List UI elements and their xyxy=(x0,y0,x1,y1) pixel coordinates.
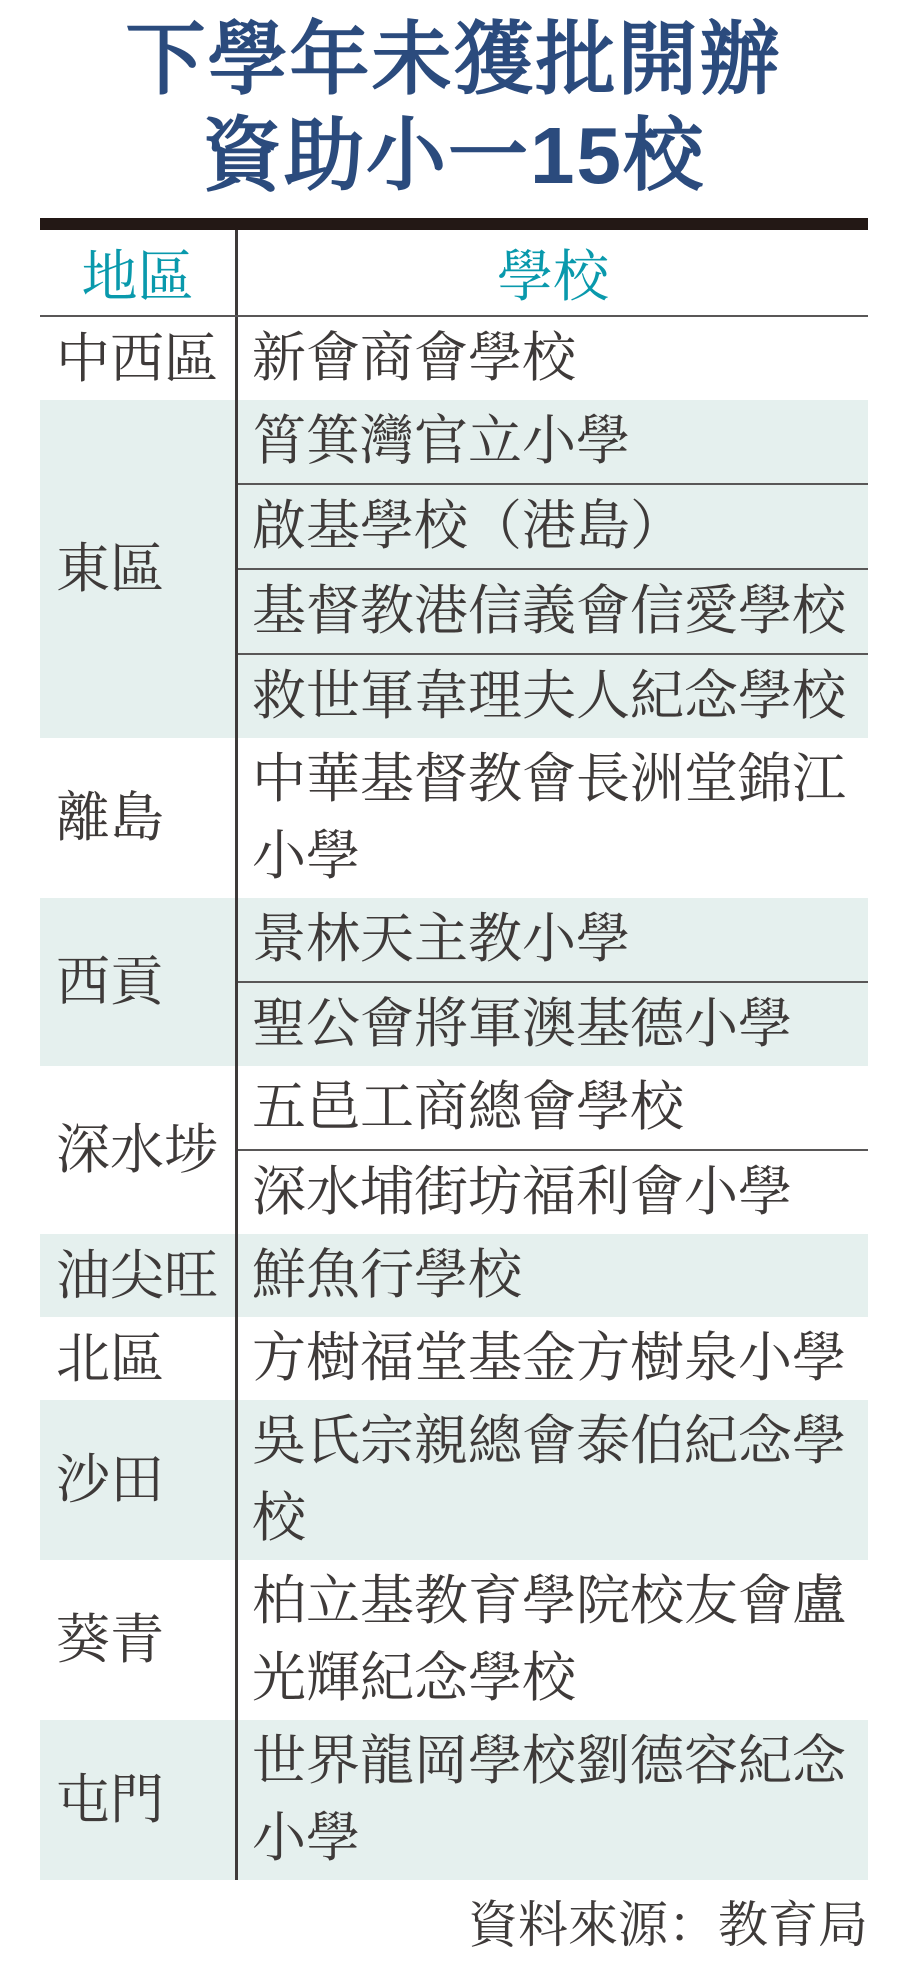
school-row xyxy=(238,400,868,483)
table-row xyxy=(40,898,868,1066)
school-row xyxy=(238,1234,868,1317)
title-line-2: 資助小一15校 xyxy=(202,111,705,200)
title-line-1: 下學年未獲批開辦 xyxy=(125,15,782,104)
schools-cell xyxy=(238,738,868,898)
school-row xyxy=(238,1066,868,1149)
school-row xyxy=(238,981,868,1066)
region-cell: 油尖旺 xyxy=(40,1234,238,1317)
region-cell: 中西區 xyxy=(40,317,238,400)
schools-cell xyxy=(238,317,868,400)
table-row xyxy=(40,1560,868,1720)
school-row xyxy=(238,1149,868,1234)
table-row xyxy=(40,1234,868,1317)
table-row xyxy=(40,738,868,898)
school-name: 景林天主教小學 xyxy=(252,909,630,969)
page-title xyxy=(0,0,907,204)
school-row xyxy=(238,483,868,568)
table-row xyxy=(40,317,868,400)
school-name: 聖公會將軍澳基德小學 xyxy=(252,994,792,1054)
schools-cell xyxy=(238,1400,868,1560)
school-row xyxy=(238,1560,868,1720)
table-body xyxy=(40,317,868,1880)
table-row xyxy=(40,1317,868,1400)
school-name: 啟基學校（港島） xyxy=(252,496,684,556)
schools-cell xyxy=(238,400,868,738)
school-row xyxy=(238,317,868,400)
region-cell: 離島 xyxy=(40,738,238,898)
school-row xyxy=(238,568,868,653)
school-name: 基督教港信義會信愛學校 xyxy=(252,581,846,641)
school-name: 方樹福堂基金方樹泉小學 xyxy=(252,1328,846,1388)
school-row xyxy=(238,1400,868,1560)
table-row xyxy=(40,1066,868,1234)
table-header-row xyxy=(40,230,868,317)
school-name: 柏立基教育學院校友會盧光輝紀念學校 xyxy=(252,1571,846,1708)
school-name: 中華基督教會長洲堂錦江小學 xyxy=(252,749,846,886)
region-cell: 北區 xyxy=(40,1317,238,1400)
schools-cell xyxy=(238,1066,868,1234)
table-row xyxy=(40,1400,868,1560)
school-name: 吳氏宗親總會泰伯紀念學校 xyxy=(252,1411,846,1548)
school-name: 鮮魚行學校 xyxy=(252,1245,522,1305)
column-header-region: 地區 xyxy=(40,230,238,315)
school-name: 救世軍韋理夫人紀念學校 xyxy=(252,666,846,726)
table-row xyxy=(40,400,868,738)
schools-cell xyxy=(238,1720,868,1880)
schools-table xyxy=(40,218,868,1880)
region-cell: 東區 xyxy=(40,400,238,738)
school-name: 五邑工商總會學校 xyxy=(252,1077,684,1137)
schools-cell xyxy=(238,1317,868,1400)
table-row xyxy=(40,1720,868,1880)
school-row xyxy=(238,1720,868,1880)
schools-cell xyxy=(238,898,868,1066)
school-row xyxy=(238,898,868,981)
data-source: 資料來源：教育局 xyxy=(468,1897,868,1953)
school-name: 世界龍岡學校劉德容紀念小學 xyxy=(252,1731,846,1868)
region-cell: 深水埗 xyxy=(40,1066,238,1234)
column-header-school: 學校 xyxy=(497,244,609,308)
school-name: 新會商會學校 xyxy=(252,328,576,388)
region-cell: 沙田 xyxy=(40,1400,238,1560)
school-row xyxy=(238,738,868,898)
schools-cell xyxy=(238,1234,868,1317)
region-cell: 屯門 xyxy=(40,1720,238,1880)
school-name: 筲箕灣官立小學 xyxy=(252,411,630,471)
region-cell: 西貢 xyxy=(40,898,238,1066)
table-top-rule xyxy=(40,218,868,230)
schools-cell xyxy=(238,1560,868,1720)
school-name: 深水埔街坊福利會小學 xyxy=(252,1162,792,1222)
school-row xyxy=(238,1317,868,1400)
region-cell: 葵青 xyxy=(40,1560,238,1720)
school-row xyxy=(238,653,868,738)
